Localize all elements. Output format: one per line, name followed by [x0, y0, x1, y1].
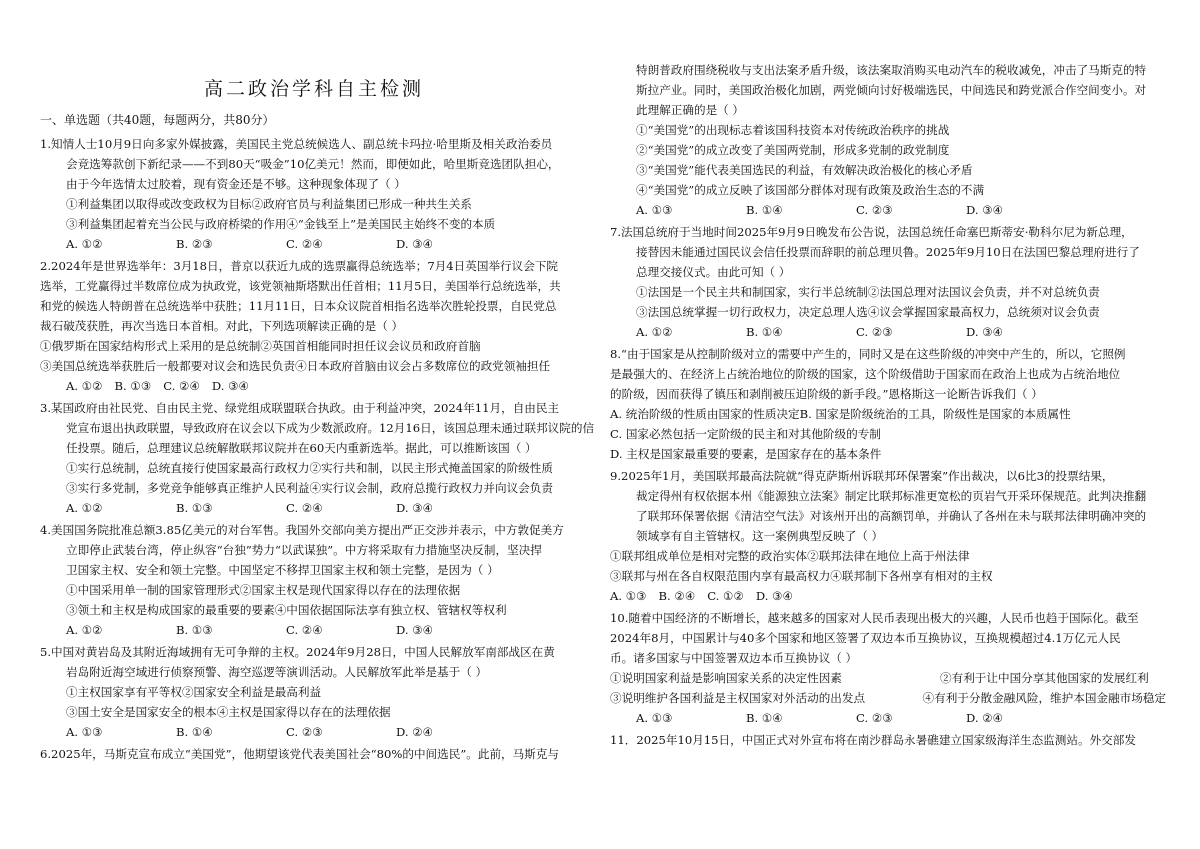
answer-options [610, 586, 1166, 606]
question-item: ④“美国党”的成立反映了该国部分群体对现有政策及政治生态的不满 [636, 183, 985, 197]
option-a[interactable]: A. ①② [636, 325, 673, 339]
option-c[interactable]: C. ②③ [286, 725, 323, 739]
question-stem-line: 此理解正确的是（ ） [636, 103, 745, 117]
question-stem-line: 币。诸多国家与中国签署双边本币互换协议（ ） [610, 651, 858, 665]
answer-options [40, 376, 588, 396]
question-5 [40, 642, 588, 742]
question-item: ③利益集团起着充当公民与政府桥梁的作用④“金钱至上”是美国民主始终不变的本质 [66, 217, 496, 231]
option-a[interactable]: A. ①③ [636, 203, 673, 217]
option-c[interactable]: C. ②③ [856, 325, 893, 339]
option-a[interactable]: A. ①③ [636, 711, 673, 725]
option-a[interactable]: A. ①② [66, 237, 103, 251]
question-item-pair [610, 668, 1166, 688]
question-3 [40, 398, 595, 518]
question-stem-line: 11．2025年10月15日，中国正式对外宣布将在南沙群岛永暑礁建立国家级海洋生态监测站。外交部发 [610, 733, 1136, 747]
question-item: ①中国采用单一制的国家管理形式②国家主权是现代国家得以存在的法理依据 [66, 583, 461, 597]
question-item: ①利益集团以取得或改变政权为目标②政府官员与利益集团已形成一种共生关系 [66, 197, 472, 211]
question-stem-line: 和党的候选人特朗普在总统选举中获胜；11月11日，日本众议院首相指名选举次胜轮投票，自民党总 [40, 299, 557, 313]
answer-option-line[interactable]: A. 统治阶级的性质由国家的性质决定B. 国家是阶级统治的工具，阶级性是国家的本质属性 [610, 407, 1071, 421]
question-stem-line: 由于今年选情太过胶着，现有资金还是不够。这种现象体现了（ ） [66, 177, 406, 191]
question-stem-line: 岩岛附近海空域进行侦察预警、海空巡逻等演训活动。人民解放军此举是基于（ ） [66, 665, 488, 679]
option-c[interactable]: C. ①② [707, 589, 744, 603]
question-item: ②有利于让中国分享其他国家的发展红利 [940, 671, 1149, 685]
question-stem-line: 10.随着中国经济的不断增长，越来越多的国家对人民币表现出极大的兴趣，人民币也趋于国际化。截至 [610, 611, 1139, 625]
question-stem-line: 斯拉产业。同时，美国政治极化加剧，两党倾向讨好极端选民，中间选民和跨党派合作空间变小。对 [636, 83, 1147, 97]
question-8 [610, 344, 1166, 464]
option-c[interactable]: C. ②④ [286, 237, 323, 251]
question-stem-line: 7.法国总统府于当地时间2025年9月9日晚发布公告说，法国总统任命塞巴斯蒂安·勒科尔尼为新总理， [610, 225, 1133, 239]
option-d[interactable]: D. ②④ [396, 725, 434, 739]
question-item: ③“美国党”能代表美国选民的利益，有效解决政治极化的核心矛盾 [636, 163, 973, 177]
option-d[interactable]: D. ③④ [396, 237, 434, 251]
option-d[interactable]: D. ③④ [396, 623, 434, 637]
question-item: ③联邦与州在各自权限范围内享有最高权力④联邦制下各州享有相对的主权 [610, 569, 993, 583]
option-c[interactable]: C. ②④ [163, 379, 200, 393]
question-stem-line: 裁石破茂获胜，再次当选日本首相。对此，下列选项解读正确的是（ ） [40, 319, 404, 333]
option-d[interactable]: D. ②④ [966, 711, 1004, 725]
option-d[interactable]: D. ③④ [966, 203, 1004, 217]
option-d[interactable]: D. ③④ [211, 379, 249, 393]
question-stem-line: 6.2025年，马斯克宣布成立“美国党”，他期望该党代表美国社会“80%的中间选民”。此前，马斯克与 [40, 747, 560, 761]
question-stem-line: 是最强大的、在经济上占统治地位的阶级的国家，这个阶级借助于国家而在政治上也成为占统治地位 [610, 367, 1121, 381]
option-a[interactable]: A. ①② [66, 623, 103, 637]
question-stem-line: 接替因未能通过国民议会信任投票而辞职的前总理贝鲁。2025年9月10日在法国巴黎总理府进行了 [636, 245, 1140, 259]
question-stem-line: 裁定得州有权依据本州《能源独立法案》制定比联邦标准更宽松的页岩气开采环保规范。此判决推翻 [636, 489, 1147, 503]
answer-options [40, 234, 588, 254]
left-column [40, 62, 595, 766]
question-item: ②“美国党”的成立改变了美国两党制，形成多党制的政党制度 [636, 143, 950, 157]
answer-options [610, 200, 1166, 220]
question-10 [610, 608, 1166, 728]
option-c[interactable]: C. ②④ [286, 623, 323, 637]
option-a[interactable]: A. ①③ [610, 589, 647, 603]
question-item: ③实行多党制，多党竞争能够真正维护人民利益④实行议会制，政府总揽行政权力并向议会负责 [66, 481, 553, 495]
option-c[interactable]: C. ②③ [856, 203, 893, 217]
question-stem-line: 2.2024年是世界选举年：3月18日，普京以获近九成的选票赢得总统选举；7月4日英国举行议会下院 [40, 259, 559, 273]
question-4 [40, 520, 588, 640]
question-7 [610, 222, 1166, 342]
question-stem-line: 1.知情人士10月9日向多家外媒披露，美国民主党总统候选人、副总统卡玛拉·哈里斯及相关政治委员 [40, 137, 553, 151]
option-a[interactable]: A. ①② [66, 379, 103, 393]
question-stem-line: 5.中国对黄岩岛及其附近海域拥有无可争辩的主权。2024年9月28日，中国人民解放军南部战区在黄 [40, 645, 555, 659]
question-item: ③说明维护各国利益是主权国家对外活动的出发点 [610, 691, 866, 705]
question-item: ③领土和主权是构成国家的最重要的要素④中国依据国际法享有独立权、管辖权等权利 [66, 603, 507, 617]
option-b[interactable]: B. ①④ [746, 203, 783, 217]
question-item: ①法国是一个民主共和制国家，实行半总统制②法国总理对法国议会负责，并不对总统负责 [636, 285, 1100, 299]
question-stem-line: 卫国家主权、安全和领土完整。中国坚定不移捍卫国家主权和领土完整，是因为（ ） [66, 563, 499, 577]
question-stem-line: 特朗普政府围绕税收与支出法案矛盾升级，该法案取消购买电动汽车的税收减免，冲击了马斯克的特 [636, 63, 1147, 77]
question-item: ①主权国家享有平等权②国家安全利益是最高利益 [66, 685, 322, 699]
question-item: ①“美国党”的出现标志着该国科技资本对传统政治秩序的挑战 [636, 123, 950, 137]
answer-option-line[interactable]: C. 国家必然包括一定阶级的民主和对其他阶级的专制 [610, 427, 881, 441]
answer-options [40, 722, 588, 742]
question-stem-line: 4.美国国务院批准总额3.85亿美元的对台军售。我国外交部向美方提出严正交涉并表示，中方敦促美方 [40, 523, 564, 537]
question-item: ①俄罗斯在国家结构形式上采用的是总统制②英国首相能同时担任议会议员和政府首脑 [40, 339, 481, 353]
question-stem-line: 立即停止武装台湾，停止纵容“台独”势力“以武谋独”。中方将采取有力措施坚决反制，坚决捍 [66, 543, 542, 557]
question-stem-line: 的阶级，因而获得了镇压和剥削被压迫阶级的新手段。”恩格斯这一论断告诉我们（ ） [610, 387, 1043, 401]
option-b[interactable]: B. ①④ [176, 725, 213, 739]
question-stem-line: 了联邦环保署依据《清洁空气法》对该州开出的高额罚单，并确认了各州在未与联邦法律明确冲突的 [636, 509, 1147, 523]
answer-option-line[interactable]: D. 主权是国家最重要的要素，是国家存在的基本条件 [610, 447, 882, 461]
question-stem-line: 会竞选筹款创下新纪录——不到80天“吸金”10亿美元！然而，即便如此，哈里斯竞选团队担心， [66, 157, 560, 171]
question-stem-line: 选举，工党赢得过半数席位成为执政党，该党领袖斯塔默出任首相；11月5日，美国举行总统选举，共 [40, 279, 561, 293]
question-item: ④有利于分散金融风险，维护本国金融市场稳定 [922, 691, 1166, 705]
option-b[interactable]: B. ①④ [746, 711, 783, 725]
option-b[interactable]: B. ②③ [176, 237, 213, 251]
option-c[interactable]: C. ②④ [286, 501, 323, 515]
option-b[interactable]: B. ②④ [658, 589, 696, 603]
option-b[interactable]: B. ①③ [114, 379, 152, 393]
question-item: ①说明国家利益是影响国家关系的决定性因素 [610, 671, 842, 685]
question-item-pair [610, 688, 1166, 708]
answer-options [610, 708, 1166, 728]
question-stem-line: 党宣布退出执政联盟，导致政府在议会以下成为少数派政府。12月16日，该国总理未通过联邦议院的信 [66, 421, 595, 435]
question-stem-line: 3.某国政府由社民党、自由民主党、绿党组成联盟联合执政。由于利益冲突，2024年11月，自由民主 [40, 401, 560, 415]
question-item: ③国土安全是国家安全的根本④主权是国家得以存在的法理依据 [66, 705, 391, 719]
answer-options [610, 322, 1166, 342]
right-column [610, 60, 1166, 752]
option-d[interactable]: D. ③④ [396, 501, 434, 515]
option-b[interactable]: B. ①③ [176, 501, 213, 515]
question-item: ③法国总统掌握一切行政权力，决定总理人选④议会掌握国家最高权力，总统须对议会负责 [636, 305, 1100, 319]
question-stem-line: 领域享有自主管辖权。这一案例典型反映了（ ） [636, 529, 884, 543]
page-title: 高二政治学科自主检测 [203, 78, 424, 100]
question-stem-line: 2024年8月，中国累计与40多个国家和地区签署了双边本币互换协议，互换规模超过4.1万亿元人民 [610, 631, 1121, 645]
question-stem-line: 任投票。随后，总理建议总统解散联邦议院并在60天内重新选举。据此，可以推断该国（ ） [66, 441, 537, 455]
option-c[interactable]: C. ②③ [856, 711, 893, 725]
question-item: ①联邦组成单位是相对完整的政治实体②联邦法律在地位上高于州法律 [610, 549, 970, 563]
answer-options [40, 498, 588, 518]
option-b[interactable]: B. ①④ [746, 325, 783, 339]
question-6-continued [610, 60, 1166, 220]
question-stem-line: 9.2025年1月，美国联邦最高法院就“得克萨斯州诉联邦环保署案”作出裁决，以6比3的投票结果， [610, 469, 1114, 483]
question-2 [40, 256, 588, 396]
question-11 [610, 730, 1166, 750]
option-b[interactable]: B. ①③ [176, 623, 213, 637]
question-9 [610, 466, 1166, 606]
question-6 [40, 744, 588, 764]
question-stem-line: 8.“由于国家是从控制阶级对立的需要中产生的，同时又是在这些阶级的冲突中产生的，所以，它照例 [610, 347, 1126, 361]
question-stem-line: 总理交接仪式。由此可知（ ） [636, 265, 791, 279]
question-item: ①实行总统制，总统直接行使国家最高行政权力②实行共和制，以民主形式掩盖国家的阶级性质 [66, 461, 553, 475]
question-item: ③美国总统选举获胜后一般都要对议会和选民负责④日本政府首脑由议会占多数席位的政党领袖担任 [40, 359, 551, 373]
answer-options [40, 620, 588, 640]
option-d[interactable]: D. ③④ [966, 325, 1004, 339]
option-a[interactable]: A. ①③ [66, 725, 103, 739]
option-a[interactable]: A. ①② [66, 501, 103, 515]
section-heading: 一、单选题（共40题，每题两分，共80分） [40, 113, 275, 127]
question-1 [40, 134, 588, 254]
option-d[interactable]: D. ③④ [755, 589, 793, 603]
